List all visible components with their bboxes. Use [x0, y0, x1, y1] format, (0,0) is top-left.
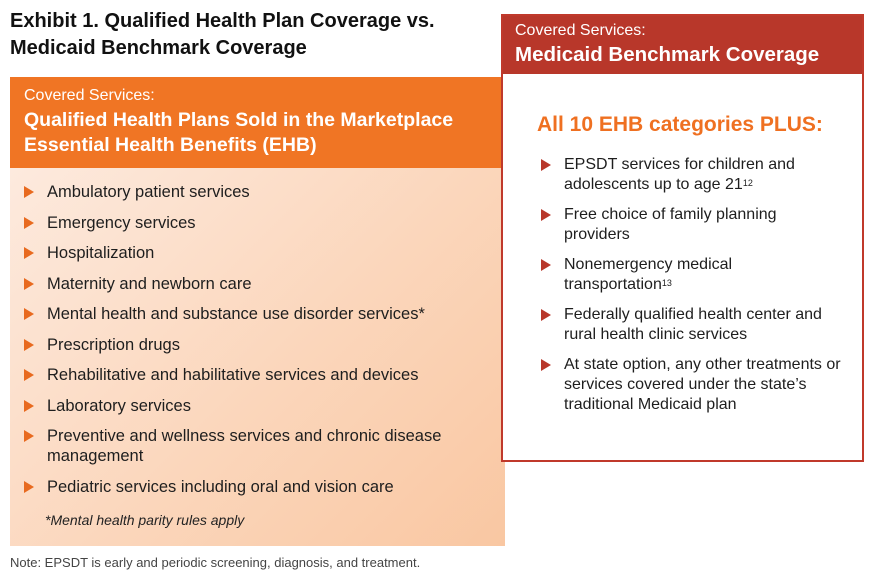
ehb-list-item	[24, 426, 494, 466]
bullet-arrow-icon	[24, 369, 34, 381]
medicaid-list-item	[541, 255, 841, 295]
medicaid-list-item-text: Nonemergency medical transportation	[564, 256, 733, 293]
bullet-arrow-icon	[24, 186, 34, 198]
qhp-header	[10, 77, 505, 168]
medicaid-list-item	[541, 305, 841, 345]
ehb-list-item	[24, 243, 494, 263]
title-line-1: Exhibit 1. Qualified Health Plan Coverage vs.	[10, 10, 435, 32]
qhp-header-title-line-1: Qualified Health Plans Sold in the Marketplace	[24, 109, 454, 131]
bullet-arrow-icon	[541, 359, 551, 371]
medicaid-header-label: Covered Services:	[515, 22, 646, 39]
ehb-list-item-text: Mental health and substance use disorder services*	[47, 305, 425, 323]
bullet-arrow-icon	[541, 159, 551, 171]
ehb-list-item	[24, 335, 494, 355]
medicaid-header-title: Medicaid Benchmark Coverage	[515, 43, 820, 66]
ehb-list-item	[24, 213, 494, 233]
bullet-arrow-icon	[541, 259, 551, 271]
bullet-arrow-icon	[541, 209, 551, 221]
bullet-arrow-icon	[24, 247, 34, 259]
medicaid-list-item-text: Federally qualified health center and rural health clinic services	[564, 306, 822, 343]
medicaid-list-item-text: At state option, any other treatments or services covered under the state’s traditional Medicaid plan	[564, 356, 841, 413]
medicaid-header	[503, 16, 862, 74]
title-line-2: Medicaid Benchmark Coverage	[10, 37, 307, 59]
medicaid-list-item	[541, 155, 841, 195]
medicaid-list-item-text: Free choice of family planning providers	[564, 206, 777, 243]
ehb-list-item	[24, 365, 494, 385]
ehb-list	[24, 182, 494, 507]
bullet-arrow-icon	[24, 217, 34, 229]
ehb-list-item-text: Emergency services	[47, 213, 196, 232]
medicaid-list-item	[541, 355, 841, 415]
ehb-list-item	[24, 182, 494, 202]
exhibit-title	[10, 8, 480, 62]
bullet-arrow-icon	[24, 339, 34, 351]
ehb-list-item-text: Hospitalization	[47, 244, 155, 262]
bullet-arrow-icon	[541, 309, 551, 321]
epsdt-note: Note: EPSDT is early and periodic screening, diagnosis, and treatment.	[10, 555, 421, 570]
bullet-arrow-icon	[24, 278, 34, 290]
footnote-reference: 13	[661, 278, 672, 288]
ehb-list-item	[24, 274, 494, 294]
bullet-arrow-icon	[24, 400, 34, 412]
bullet-arrow-icon	[24, 481, 34, 493]
qhp-header-label: Covered Services:	[24, 87, 155, 104]
ehb-list-item	[24, 477, 494, 497]
medicaid-subtitle: All 10 EHB categories PLUS:	[537, 113, 823, 136]
medicaid-list-item	[541, 205, 841, 245]
bullet-arrow-icon	[24, 430, 34, 442]
footnote-reference: 12	[742, 178, 753, 188]
bullet-arrow-icon	[24, 308, 34, 320]
ehb-list-item-text: Laboratory services	[47, 396, 191, 415]
medicaid-extra-list	[541, 155, 841, 425]
mental-health-footnote: *Mental health parity rules apply	[45, 512, 245, 528]
ehb-list-item-text: Rehabilitative and habilitative services and devices	[47, 366, 419, 384]
ehb-list-item-text: Pediatric services including oral and vision care	[47, 477, 394, 496]
qhp-header-title-line-2: Essential Health Benefits (EHB)	[24, 134, 317, 156]
ehb-list-item-text: Ambulatory patient services	[47, 183, 250, 201]
medicaid-list-item-text: EPSDT services for children and adolescents up to age 21	[564, 156, 795, 193]
ehb-list-item	[24, 396, 494, 416]
ehb-list-item-text: Preventive and wellness services and chronic disease management	[47, 427, 442, 465]
ehb-list-item-text: Prescription drugs	[47, 335, 180, 354]
qhp-header-title	[24, 108, 453, 158]
ehb-list-item	[24, 304, 494, 324]
ehb-list-item-text: Maternity and newborn care	[47, 274, 252, 293]
